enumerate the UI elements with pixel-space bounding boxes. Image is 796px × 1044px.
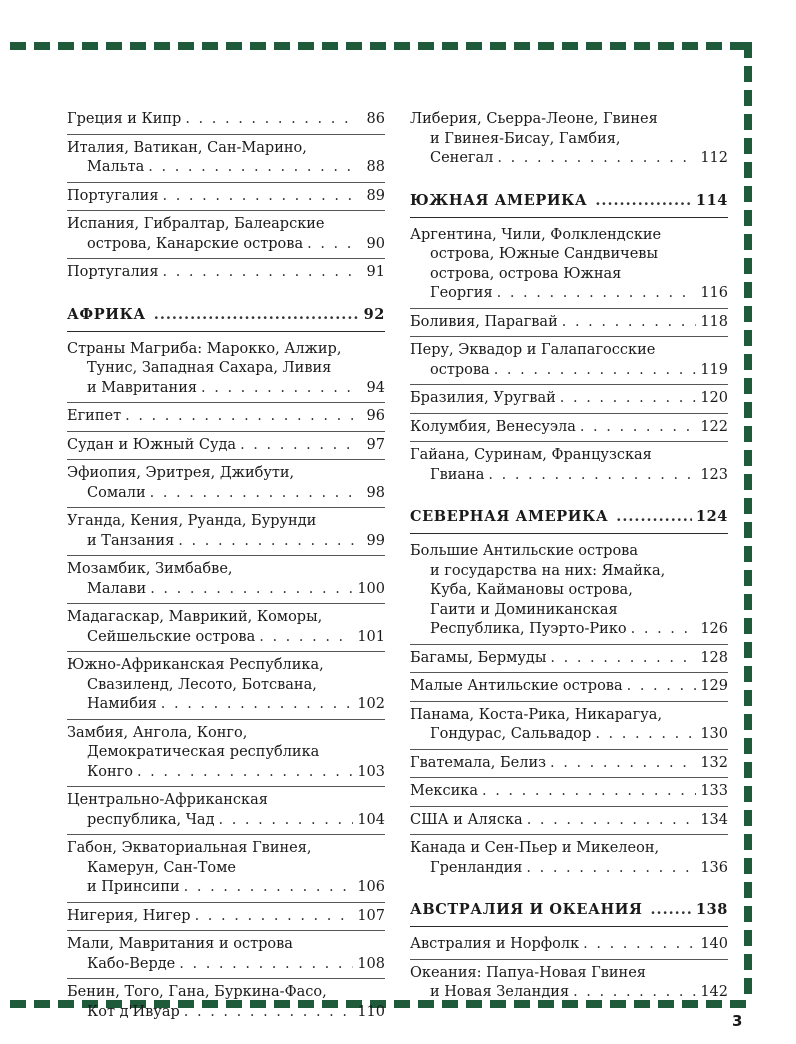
- toc-entry-text: Уганда, Кения, Руанда, Бурунди: [67, 513, 317, 529]
- leader-dots: [631, 620, 697, 640]
- toc-entry[interactable]: [410, 418, 728, 443]
- toc-entry-text: Колумбия, Венесуэла: [410, 418, 576, 435]
- top-border-stripe: [10, 42, 752, 50]
- leader-dots: [616, 507, 692, 527]
- toc-entry-text: Багамы, Бермуды: [410, 649, 547, 666]
- toc-entries: [410, 542, 728, 882]
- section-page: 92: [363, 305, 385, 323]
- toc-entry-line: [67, 359, 385, 379]
- toc-entry-line: [410, 782, 728, 802]
- toc-entry-text: Либерия, Сьерра-Леоне, Гвинея: [410, 111, 658, 127]
- toc-entry-text: острова, Канарские острова: [87, 235, 304, 252]
- leader-dots: [150, 484, 357, 504]
- toc-entry-text: Сенегал: [430, 150, 494, 166]
- toc-entry-line: [67, 263, 385, 283]
- leader-dots: [583, 935, 696, 955]
- toc-entry[interactable]: [410, 542, 728, 645]
- leader-dots: [125, 407, 357, 427]
- toc-entry-page: 97: [366, 436, 385, 453]
- toc-entry-text: Республика, Пуэрто-Рико: [430, 621, 627, 637]
- leader-dots: [161, 695, 354, 715]
- toc-entry[interactable]: [67, 935, 385, 979]
- section-title: ЮЖНАЯ АМЕРИКА: [410, 191, 588, 209]
- leader-dots: [526, 859, 696, 879]
- toc-entry-text: Греция и Кипр: [67, 111, 182, 127]
- toc-entry-text: Страны Магриба: Марокко, Алжир,: [67, 340, 342, 357]
- toc-entry-line: [67, 955, 385, 975]
- toc-entry-line: [410, 562, 728, 582]
- leader-dots: [195, 907, 354, 927]
- toc-entry[interactable]: [410, 964, 728, 1007]
- toc-entry-line: [67, 215, 385, 235]
- right-border-stripe: [744, 42, 752, 1008]
- toc-entry-text: Эфиопия, Эритрея, Джибути,: [67, 465, 295, 481]
- section-heading-south-america[interactable]: [410, 191, 728, 218]
- toc-entry-text: Гренландия: [430, 859, 523, 876]
- toc-entry[interactable]: [410, 446, 728, 489]
- toc-entry-text: Камерун, Сан-Томе: [87, 859, 236, 876]
- toc-entry-line: [410, 542, 728, 562]
- toc-entry-line: [410, 361, 728, 381]
- section-heading-africa[interactable]: [67, 305, 385, 332]
- toc-entry-line: [67, 340, 385, 360]
- toc-entry-page: 89: [366, 187, 385, 204]
- toc-entry-line: [410, 935, 728, 955]
- toc-entry-text: и Гвинея-Бисау, Гамбия,: [430, 130, 621, 147]
- toc-entry-page: 122: [700, 418, 728, 435]
- toc-entry-line: [67, 436, 385, 456]
- section-title: СЕВЕРНАЯ АМЕРИКА: [410, 508, 609, 525]
- leader-dots: [184, 1003, 354, 1023]
- section-title: АФРИКА: [67, 305, 146, 323]
- toc-entry-text: республика, Чад: [87, 811, 215, 828]
- toc-section-south-america: [410, 191, 728, 490]
- toc-entry[interactable]: [67, 340, 385, 404]
- leader-dots: [560, 389, 697, 409]
- toc-right-column: [410, 110, 728, 1025]
- toc-entry-line: [67, 235, 385, 255]
- toc-entry-text: Большие Антильские острова: [410, 543, 638, 559]
- toc-entry-page: 91: [366, 264, 385, 280]
- toc-entry-text: острова, Южные Сандвичевы: [430, 246, 658, 262]
- toc-entry[interactable]: [410, 341, 728, 385]
- toc-entry-text: Бразилия, Уругвай: [410, 390, 556, 406]
- toc-entry-page: 126: [700, 621, 728, 637]
- toc-entry-page: 129: [700, 678, 728, 694]
- toc-entries: [410, 226, 728, 490]
- toc-entry-line: [67, 407, 385, 427]
- toc-entry[interactable]: [67, 512, 385, 556]
- leader-dots: [573, 983, 696, 1003]
- toc-entry-page: 88: [366, 159, 385, 175]
- toc-entry-text: Куба, Каймановы острова,: [430, 582, 633, 598]
- toc-entry[interactable]: [410, 226, 728, 309]
- toc-entry-text: Малави: [87, 580, 147, 597]
- toc-africa-tail: [410, 110, 728, 173]
- toc-entry-text: Нигерия, Нигер: [67, 907, 191, 924]
- toc-entry-text: Кот д'Ивуар: [87, 1003, 180, 1020]
- leader-dots: [550, 754, 696, 774]
- leader-dots: [497, 284, 697, 304]
- toc-entry-page: 96: [366, 408, 385, 424]
- leader-dots: [488, 466, 696, 486]
- leader-dots: [154, 305, 360, 325]
- leader-dots: [550, 649, 696, 669]
- toc-entry-line: [410, 964, 728, 984]
- toc-entry-text: Свазиленд, Лесото, Ботсвана,: [87, 676, 317, 693]
- toc-entry-line: [67, 1003, 385, 1023]
- toc-entry-page: 133: [700, 783, 728, 799]
- toc-entry-text: Сейшельские острова: [87, 628, 256, 645]
- toc-entry-text: Замбия, Ангола, Конго,: [67, 724, 248, 741]
- leader-dots: [482, 782, 696, 802]
- section-page: 124: [695, 508, 728, 525]
- toc-entry-line: [67, 532, 385, 552]
- toc-entry[interactable]: [67, 436, 385, 461]
- leader-dots: [595, 191, 692, 211]
- toc-entry-page: 136: [700, 859, 728, 876]
- toc-entry-line: [410, 341, 728, 361]
- toc-entry-line: [410, 581, 728, 601]
- toc-entry-line: [67, 811, 385, 831]
- toc-entry-line: [410, 110, 728, 130]
- toc-entry-text: Испания, Гибралтар, Балеарские: [67, 216, 325, 232]
- toc-entry[interactable]: [67, 215, 385, 259]
- toc-entry-line: [67, 743, 385, 763]
- toc-entry[interactable]: [67, 407, 385, 432]
- toc-entry-page: 120: [700, 390, 728, 406]
- toc-entry-text: и Новая Зеландия: [430, 984, 570, 1000]
- toc-section-africa: [67, 305, 385, 1027]
- toc-entry-text: Конго: [87, 763, 133, 780]
- toc-entry-line: [410, 649, 728, 669]
- toc-entry-line: [410, 620, 728, 640]
- toc-entry-line: [410, 284, 728, 304]
- toc-entry-line: [67, 983, 385, 1003]
- toc-entry-line: [410, 245, 728, 265]
- toc-entry-text: Центрально-Африканская: [67, 792, 268, 808]
- toc-entry-line: [410, 677, 728, 697]
- toc-entry-line: [67, 878, 385, 898]
- page-number: 3: [732, 1012, 743, 1030]
- toc-entry-line: [67, 628, 385, 648]
- toc-entry[interactable]: [410, 811, 728, 836]
- toc-entry-line: [67, 379, 385, 399]
- toc-entry-text: Португалия: [67, 264, 159, 280]
- toc-section-australia: [410, 900, 728, 1007]
- toc-entry-line: [410, 149, 728, 169]
- toc-entry[interactable]: [67, 464, 385, 508]
- toc-entry-line: [67, 656, 385, 676]
- leader-dots: [148, 158, 357, 178]
- toc-entry-line: [410, 226, 728, 246]
- leader-dots: [137, 763, 353, 783]
- toc-entry-page: 140: [700, 936, 728, 952]
- toc-entry-page: 118: [700, 313, 728, 330]
- toc-entry[interactable]: [410, 313, 728, 338]
- toc-entry-text: Гватемала, Белиз: [410, 754, 547, 771]
- toc-section-north-america: [410, 507, 728, 882]
- leader-dots: [627, 677, 697, 697]
- toc-entry[interactable]: [67, 263, 385, 287]
- toc-entry-text: Португалия: [67, 187, 159, 204]
- toc-entry-text: и Танзания: [87, 532, 175, 549]
- toc-entry-text: Гондурас, Сальвадор: [430, 726, 592, 742]
- toc-entry-text: Сомали: [87, 484, 146, 501]
- toc-entry-line: [67, 484, 385, 504]
- toc-entry-line: [410, 811, 728, 831]
- toc-entry-page: 94: [366, 379, 385, 396]
- toc-entry-text: Италия, Ватикан, Сан-Марино,: [67, 139, 307, 156]
- leader-dots: [595, 725, 696, 745]
- toc-entry-text: Габон, Экваториальная Гвинея,: [67, 840, 312, 856]
- toc-entry[interactable]: [410, 754, 728, 779]
- toc-entry-line: [410, 725, 728, 745]
- toc-entry-text: и государства на них: Ямайка,: [430, 562, 666, 579]
- toc-entry[interactable]: [67, 983, 385, 1026]
- toc-entry-page: 101: [357, 628, 385, 645]
- toc-entry-text: Перу, Эквадор и Галапагосские: [410, 342, 656, 358]
- toc-entry-page: 90: [366, 235, 385, 252]
- leader-dots: [150, 580, 353, 600]
- toc-entry-page: 132: [700, 754, 728, 771]
- toc-entry-text: и Принсипи: [87, 879, 180, 895]
- toc-entry-page: 107: [357, 907, 385, 924]
- toc-entry-text: Гаити и Доминиканская: [430, 601, 618, 618]
- toc-entry-page: 128: [700, 649, 728, 666]
- toc-entry-page: 134: [700, 811, 728, 828]
- toc-entry-page: 106: [357, 879, 385, 895]
- toc-entry-line: [67, 695, 385, 715]
- toc-entry-text: Аргентина, Чили, Фолклендские: [410, 226, 662, 243]
- leader-dots: [240, 436, 357, 456]
- toc-entry-text: Мексика: [410, 783, 478, 799]
- toc-entry[interactable]: [67, 839, 385, 903]
- toc-entry[interactable]: [410, 839, 728, 882]
- toc-entry[interactable]: [67, 724, 385, 788]
- toc-entry-text: Малые Антильские острова: [410, 678, 623, 694]
- toc-entries: [67, 340, 385, 1027]
- toc-entry-text: острова: [430, 361, 490, 378]
- toc-entry-line: [67, 580, 385, 600]
- toc-entry-page: 99: [366, 532, 385, 549]
- toc-entry-line: [410, 313, 728, 333]
- toc-entry[interactable]: [67, 791, 385, 835]
- toc-entry-line: [410, 466, 728, 486]
- toc-entry-line: [67, 560, 385, 580]
- toc-entry-line: [410, 983, 728, 1003]
- leader-dots: [259, 628, 353, 648]
- leader-dots: [219, 811, 354, 831]
- toc-entry-line: [410, 265, 728, 285]
- toc-entry-line: [410, 389, 728, 409]
- toc-entry-line: [410, 446, 728, 466]
- toc-entry-text: острова, острова Южная: [430, 265, 622, 282]
- toc-entry-line: [67, 859, 385, 879]
- toc-entry[interactable]: [67, 110, 385, 135]
- leader-dots: [178, 532, 357, 552]
- toc-entry-page: 123: [700, 466, 728, 483]
- toc-left-column: [67, 110, 385, 1044]
- leader-dots: [185, 110, 357, 130]
- leader-dots: [527, 811, 697, 831]
- toc-entry[interactable]: [410, 649, 728, 674]
- toc-entry-text: США и Аляска: [410, 811, 523, 828]
- toc-entry[interactable]: [67, 139, 385, 183]
- toc-entry-text: Тунис, Западная Сахара, Ливия: [87, 360, 332, 376]
- toc-entry-line: [67, 158, 385, 178]
- toc-entry-page: 100: [357, 580, 385, 597]
- leader-dots: [307, 235, 357, 255]
- toc-entry-page: 110: [357, 1003, 385, 1020]
- toc-entry-text: Намибия: [87, 696, 157, 712]
- toc-entry[interactable]: [410, 110, 728, 173]
- toc-entry-line: [67, 676, 385, 696]
- toc-entry-line: [410, 601, 728, 621]
- toc-entry[interactable]: [67, 187, 385, 212]
- toc-entry-page: 104: [357, 811, 385, 828]
- section-title: АВСТРАЛИЯ И ОКЕАНИЯ: [410, 901, 643, 918]
- toc-entry[interactable]: [410, 782, 728, 807]
- toc-entry[interactable]: [67, 560, 385, 604]
- toc-entry-page: 102: [357, 696, 385, 712]
- toc-entry-line: [67, 839, 385, 859]
- toc-entry[interactable]: [410, 389, 728, 414]
- toc-entry-text: и Мавритания: [87, 379, 198, 396]
- toc-entry-line: [67, 907, 385, 927]
- toc-entry-line: [410, 706, 728, 726]
- toc-entry-page: 98: [366, 484, 385, 501]
- section-page: 138: [695, 901, 728, 918]
- leader-dots: [562, 313, 697, 333]
- toc-entry-line: [67, 512, 385, 532]
- toc-entry-line: [410, 859, 728, 879]
- toc-entry[interactable]: [67, 656, 385, 720]
- toc-entry-line: [410, 754, 728, 774]
- leader-dots: [162, 263, 357, 283]
- toc-entry-text: Южно-Африканская Республика,: [67, 657, 324, 673]
- toc-entry-line: [410, 839, 728, 859]
- toc-entry-line: [67, 139, 385, 159]
- leader-dots: [201, 379, 357, 399]
- toc-entry-text: Океания: Папуа-Новая Гвинея: [410, 964, 646, 981]
- toc-entry-text: Бенин, Того, Гана, Буркина-Фасо,: [67, 984, 327, 1000]
- toc-entry[interactable]: [410, 706, 728, 750]
- toc-entry-text: Георгия: [430, 285, 493, 301]
- toc-entry-line: [410, 418, 728, 438]
- leader-dots: [650, 900, 691, 920]
- toc-entry-text: Австралия и Норфолк: [410, 936, 580, 952]
- toc-entry-page: 86: [366, 111, 385, 127]
- toc-entries: [410, 935, 728, 1007]
- toc-entry-line: [67, 608, 385, 628]
- toc-entry-text: Египет: [67, 408, 122, 424]
- toc-entry-page: 142: [700, 984, 728, 1000]
- leader-dots: [494, 361, 697, 381]
- toc-entry-text: Боливия, Парагвай: [410, 313, 558, 330]
- toc-entry-page: 108: [357, 955, 385, 972]
- toc-entry-page: 112: [700, 150, 728, 166]
- toc-entry-text: Канада и Сен-Пьер и Микелеон,: [410, 840, 660, 856]
- toc-entry-text: Мали, Мавритания и острова: [67, 936, 293, 952]
- section-heading-north-america[interactable]: [410, 507, 728, 534]
- toc-entry-text: Панама, Коста-Рика, Никарагуа,: [410, 706, 663, 723]
- section-heading-australia[interactable]: [410, 900, 728, 927]
- toc-entry[interactable]: [67, 608, 385, 652]
- toc-entry-page: 116: [700, 285, 728, 301]
- leader-dots: [497, 149, 696, 169]
- toc-entry-text: Мадагаскар, Маврикий, Коморы,: [67, 609, 323, 625]
- toc-entry-line: [67, 724, 385, 744]
- toc-entry-line: [67, 110, 385, 130]
- toc-entry-text: Демократическая республика: [87, 744, 320, 760]
- toc-entry-text: Мозамбик, Зимбабве,: [67, 561, 233, 577]
- toc-entry-text: Кабо-Верде: [87, 955, 176, 972]
- toc-entry-text: Мальта: [87, 159, 145, 175]
- toc-entry-page: 119: [700, 361, 728, 378]
- toc-entry-line: [67, 935, 385, 955]
- toc-entry[interactable]: [410, 677, 728, 702]
- toc-entry-page: 130: [700, 726, 728, 742]
- toc-entry-line: [67, 187, 385, 207]
- leader-dots: [580, 418, 696, 438]
- toc-entry-line: [67, 763, 385, 783]
- section-page: 114: [695, 191, 728, 209]
- toc-entry[interactable]: [410, 935, 728, 960]
- toc-entry[interactable]: [67, 907, 385, 932]
- toc-entry-text: Судан и Южный Суда: [67, 436, 237, 453]
- leader-dots: [162, 187, 357, 207]
- toc-entry-page: 103: [357, 763, 385, 780]
- toc-europe-tail: [67, 110, 385, 287]
- toc-entry-text: Гвиана: [430, 466, 485, 483]
- toc-entry-line: [410, 130, 728, 150]
- toc-entry-line: [67, 464, 385, 484]
- leader-dots: [184, 878, 354, 898]
- leader-dots: [179, 955, 353, 975]
- toc-entry-line: [67, 791, 385, 811]
- toc-entry-text: Гайана, Суринам, Французская: [410, 447, 652, 463]
